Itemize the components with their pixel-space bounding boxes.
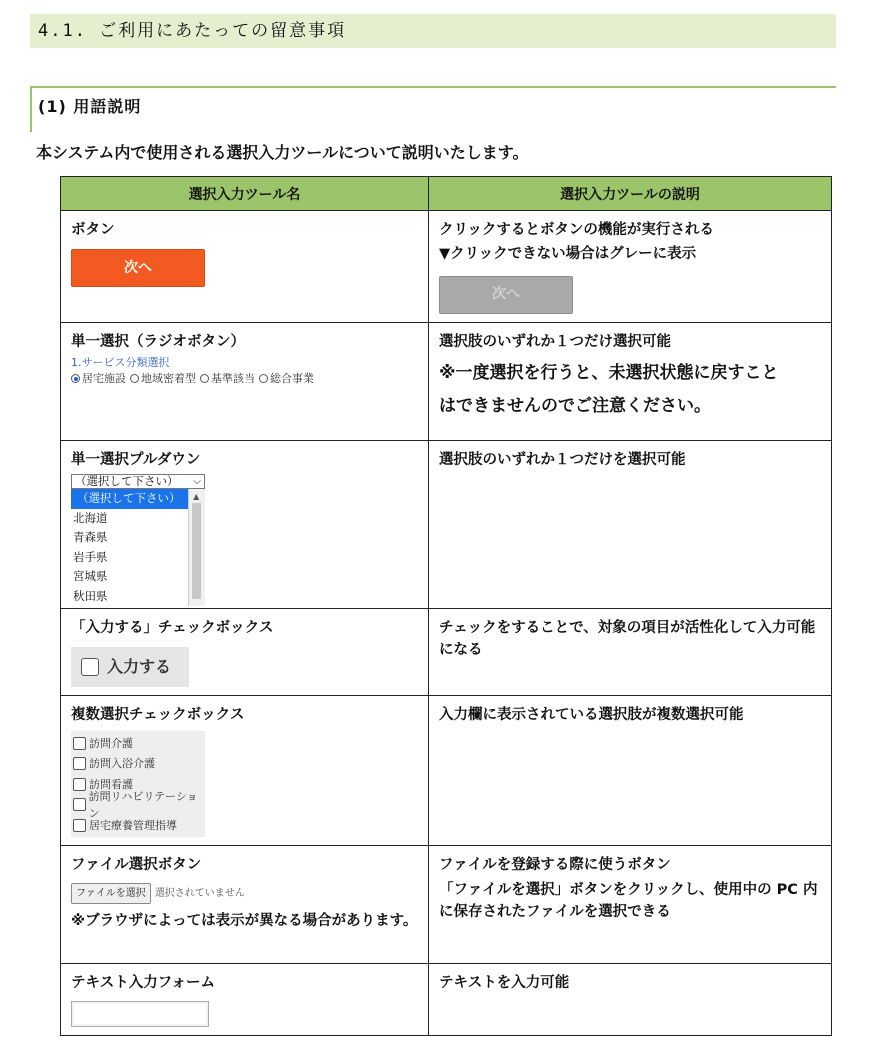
radio-option-label: 総合事業 [270, 371, 314, 385]
cell-desc [429, 696, 832, 846]
listbox-items [71, 489, 188, 606]
list-item[interactable]: 青森県 [73, 530, 108, 545]
prefecture-select[interactable] [71, 474, 205, 489]
checkbox-item[interactable] [73, 733, 205, 754]
cell-name [61, 696, 429, 846]
section-title: 4.1. ご利用にあたっての留意事項 [30, 14, 836, 48]
tools-table [60, 176, 832, 1036]
list-item[interactable]: （選択して下さい） [71, 489, 188, 509]
radio-option[interactable] [259, 371, 314, 386]
radio-category-label: 1.サービス分類選択 [71, 356, 170, 370]
radio-empty-icon [259, 374, 268, 383]
browser-note: ※ブラウザによっては表示が異なる場合があります。 [71, 913, 418, 930]
radio-option-label: 基準該当 [211, 371, 255, 385]
radio-option[interactable] [200, 371, 255, 386]
row-name: 単一選択プルダウン [71, 452, 201, 468]
header-tool-desc: 選択入力ツールの説明 [429, 177, 832, 211]
intro-text: 本システム内で使用される選択入力ツールについて説明いたします。 [36, 143, 529, 162]
checkbox-empty-icon [81, 658, 99, 676]
prefecture-listbox [71, 489, 205, 606]
warning-line: はできませんのでご注意ください。 [439, 395, 711, 416]
table-row-file [61, 846, 832, 964]
disabled-next-button: 次へ [439, 276, 573, 314]
choose-file-button[interactable]: ファイルを選択 [71, 883, 151, 905]
cell-name [61, 609, 429, 696]
cell-desc [429, 323, 832, 441]
cell-desc [429, 609, 832, 696]
cell-name [61, 211, 429, 323]
warning-line: ※一度選択を行うと、未選択状態に戻すこと [439, 363, 779, 384]
row-name: 複数選択チェックボックス [71, 707, 245, 724]
checkbox-empty-icon [73, 778, 86, 791]
checkbox-empty-icon [73, 737, 86, 750]
table-row-button [61, 211, 832, 323]
select-value: （選択して下さい） [75, 474, 179, 489]
desc-line: 「ファイルを選択」ボタンをクリックし、使用中の PC 内に保存されたファイルを選択できる [439, 881, 818, 921]
cell-name [61, 964, 429, 1035]
checkbox-label: 訪問入浴介護 [89, 757, 155, 771]
cell-desc [429, 211, 832, 323]
row-name: 「入力する」チェックボックス [71, 620, 274, 636]
checkbox-empty-icon [73, 798, 86, 811]
table-row-radio [61, 323, 832, 441]
checkbox-label: 訪問看護 [89, 777, 133, 791]
row-name: テキスト入力フォーム [71, 975, 215, 992]
radio-option[interactable] [71, 371, 126, 386]
file-status: 選択されていません [154, 887, 245, 899]
checkbox-empty-icon [73, 757, 86, 770]
scroll-thumb[interactable] [192, 503, 201, 599]
sub-heading-text: (1) 用語説明 [38, 97, 142, 116]
checkbox-item[interactable] [73, 789, 205, 820]
list-item[interactable]: 岩手県 [73, 549, 108, 564]
desc-line: ▼クリックできない場合はグレーに表示 [439, 246, 697, 263]
table-row-input-check [61, 609, 832, 696]
cell-name [61, 441, 429, 609]
radio-option-label: 地域密着型 [141, 371, 196, 385]
checkbox-label: 訪問リハビリテーション [88, 789, 198, 820]
desc-line: クリックするとボタンの機能が実行される [439, 222, 714, 238]
radio-selected-icon [71, 374, 80, 383]
cell-desc [429, 846, 832, 964]
desc-line: ファイルを登録する際に使うボタン [439, 857, 671, 874]
next-button[interactable]: 次へ [71, 249, 205, 287]
table-row-multi-check [61, 696, 832, 846]
desc-line: 選択肢のいずれか１つだけを選択可能 [439, 452, 686, 468]
cell-name [61, 323, 429, 441]
checkbox-empty-icon [73, 819, 86, 832]
list-item[interactable]: 秋田県 [73, 588, 108, 603]
input-checkbox-label: 入力する [107, 657, 172, 677]
radio-empty-icon [130, 374, 139, 383]
list-item[interactable]: 宮城県 [73, 569, 108, 584]
list-item[interactable]: 北海道 [73, 510, 108, 525]
row-name: ファイル選択ボタン [71, 857, 202, 874]
checkbox-label: 訪問介護 [89, 736, 133, 750]
scroll-up-icon[interactable]: ▲ [193, 492, 200, 502]
checkbox-label: 居宅療養管理指導 [89, 818, 177, 832]
radio-group [71, 371, 418, 386]
radio-empty-icon [200, 374, 209, 383]
listbox-scrollbar[interactable] [188, 489, 205, 606]
file-chooser [71, 883, 418, 905]
desc-line: チェックをすることで、対象の項目が活性化して入力可能になる [439, 620, 816, 659]
chevron-down-icon: ⌵ [193, 476, 201, 488]
input-checkbox[interactable] [71, 647, 189, 687]
multi-checkbox-group [71, 731, 205, 838]
desc-line: テキストを入力可能 [439, 975, 570, 992]
cell-name [61, 846, 429, 964]
radio-option[interactable] [130, 371, 196, 386]
header-tool-name: 選択入力ツール名 [61, 177, 429, 211]
cell-desc [429, 964, 832, 1035]
table-row-pulldown [61, 441, 832, 609]
table-header-row [61, 177, 832, 211]
cell-desc [429, 441, 832, 609]
desc-line: 選択肢のいずれか１つだけ選択可能 [439, 334, 671, 350]
desc-line: 入力欄に表示されている選択肢が複数選択可能 [439, 707, 744, 724]
sub-heading [30, 86, 836, 132]
radio-option-label: 居宅施設 [82, 371, 126, 385]
checkbox-item[interactable] [73, 753, 205, 774]
text-input-field[interactable] [71, 1001, 209, 1027]
row-name: ボタン [71, 222, 115, 238]
table-row-text [61, 964, 832, 1035]
row-name: 単一選択（ラジオボタン） [71, 334, 245, 350]
